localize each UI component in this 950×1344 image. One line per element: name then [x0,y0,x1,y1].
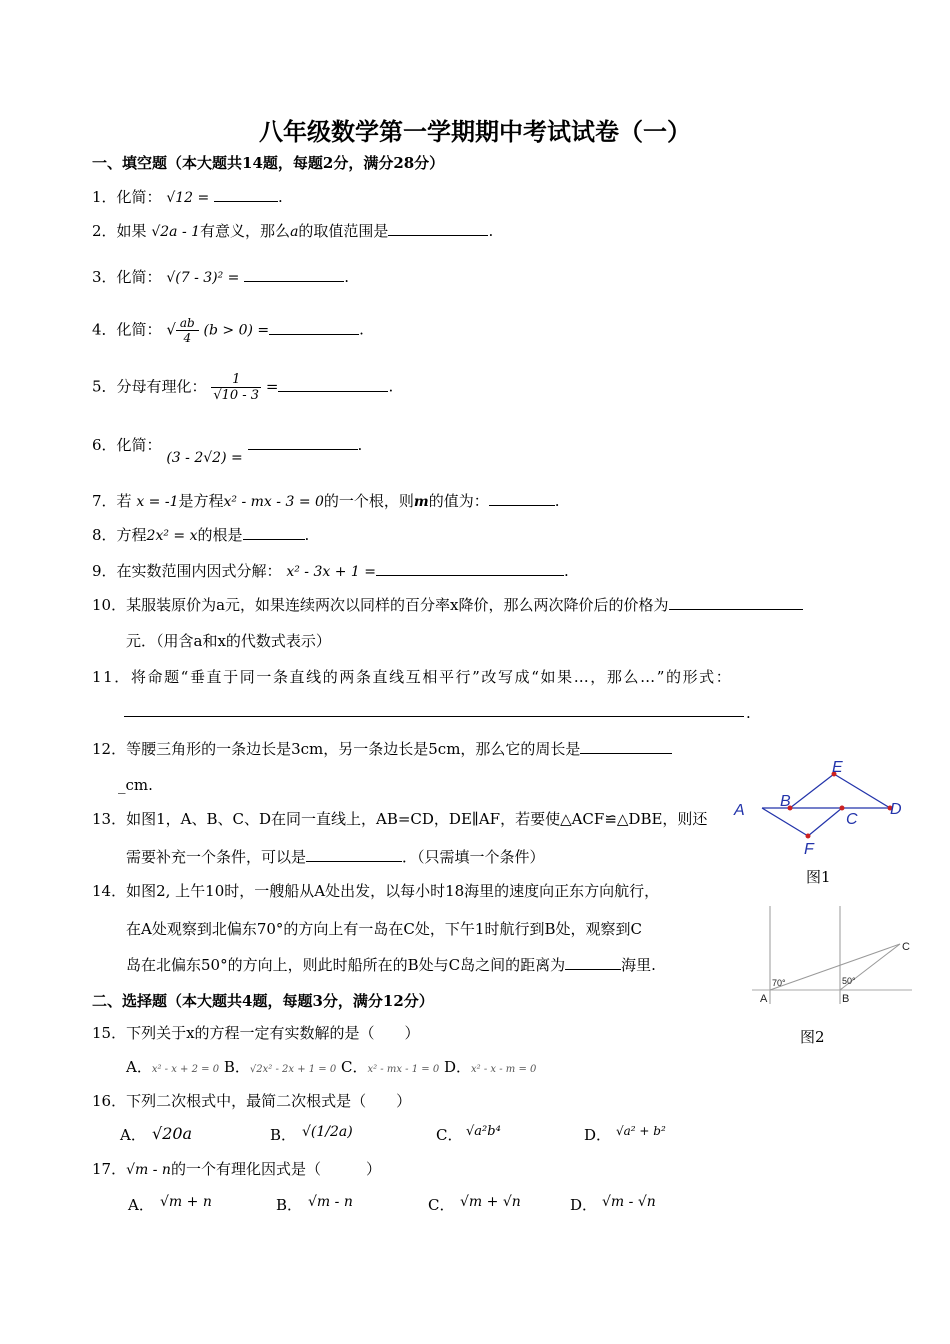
section-choice-heading: 二、选择题（本大题共4题，每题3分，满分12分） [92,992,434,1010]
q15-option-c-label[interactable]: C． [341,1058,368,1076]
q13-text-b: ．（只需填一个条件） [402,848,545,866]
q6-answer-blank[interactable] [248,435,358,450]
q11-period: . [746,704,751,722]
page-title: 八年级数学第一学期期中考试试卷（一） [259,117,691,146]
q16-option-b[interactable]: √(1/2a) [302,1124,353,1140]
fig2-angle-70: 70° [772,978,786,988]
q10-text: 10．某服装原价为a元，如果连续两次以同样的百分率x降价，那么两次降价后的价格为 [92,596,669,614]
q16-option-d-label[interactable]: D． [584,1126,612,1144]
q7-text-b: 是方程 [178,492,224,510]
q7-text-a: 7．若 [92,492,132,510]
q15-option-b[interactable]: √2x² - 2x + 1 = 0 [249,1064,337,1075]
q7-var: m [413,494,429,510]
q15-option-d[interactable]: x² - x - m = 0 [471,1064,537,1075]
fig2-label-a: A [760,993,768,1005]
q2-text-c: 的取值范围是 [298,222,389,240]
q1-math: √12 = [166,190,210,206]
q14-text-a: 岛在北偏东50°的方向上，则此时船所在的B处与C岛之间的距离为 [126,956,566,974]
question-6 [92,434,363,466]
q14-text-b: 海里. [621,956,656,974]
q15-option-a[interactable]: x² - x + 2 = 0 [151,1064,220,1075]
q5-fraction [211,372,261,403]
q16-option-a[interactable]: √20a [152,1124,193,1143]
q4-numerator: ab [176,316,199,331]
question-4: 4．化简： √ $\frac{ab}{4}$ (b > 0) = . [92,316,364,345]
q3-label: 3．化简： [92,268,162,286]
q13-text-a: 需要补充一个条件，可以是 [126,848,307,866]
q11-answer-line[interactable] [124,704,744,717]
question-10-line-1 [92,594,803,615]
q3-math: √(7 - 3)² = [166,270,240,286]
question-13-line-1: 13．如图1，A、B、C、D在同一直线上，AB=CD，DE∥AF，若要使△ACF≌△DBE，则还 [92,810,708,828]
q5-equals: = [265,377,279,396]
q1-label: 1．化简： [92,188,162,206]
question-11: 11．将命题“垂直于同一条直线的两条直线互相平行”改写成“如果…，那么…”的形式： [92,668,733,686]
figure-1-caption: 图1 [806,868,831,886]
q2-math: √2a - 1 [151,224,201,240]
q16-option-d[interactable]: √a² + b² [616,1124,666,1138]
q7-text-c: 的一个根，则 [323,492,414,510]
question-3 [92,266,349,287]
fig1-label-c: C [846,811,858,828]
section-fill-blank-heading: 一、填空题（本大题共14题，每题2分，满分28分） [92,154,445,172]
q1-answer-blank[interactable] [214,187,278,202]
question-14-line-2: 在A处观察到北偏东70°的方向上有一岛在C处，下午1时航行到B处，观察到C [126,920,642,938]
q17-option-c-label[interactable]: C． [428,1196,455,1214]
q17-option-d-label[interactable]: D． [570,1196,598,1214]
fig1-point-f [806,834,811,839]
q15-option-a-label[interactable]: A． [126,1058,152,1076]
question-16: 16．下列二次根式中，最简二次根式是（ ） [92,1092,412,1110]
question-2 [92,220,493,241]
q2-var: a [290,224,299,240]
q15-option-b-label[interactable]: B． [223,1058,250,1076]
q15-option-d-label[interactable]: D． [443,1058,472,1076]
question-7 [92,490,560,511]
q4-label: 4．化简： [92,320,162,339]
q16-option-c[interactable]: √a²b⁴ [466,1124,501,1139]
q13-answer-blank[interactable] [306,847,402,862]
q3-answer-blank[interactable] [244,267,344,282]
question-14-line-3 [126,954,656,975]
q5-answer-blank[interactable] [278,377,388,392]
q4-condition: (b > 0) = [203,322,270,339]
q7-math-1: x = -1 [136,494,179,510]
q7-period: . [554,492,560,510]
figure-2-caption: 图2 [800,1028,825,1046]
question-17 [92,1158,381,1179]
q17-math: √m - n [126,1162,171,1178]
q5-period: . [388,377,394,396]
q12-answer-blank[interactable] [580,739,672,754]
q1-period: . [278,188,283,206]
q14-answer-blank[interactable] [565,955,621,970]
fig1-label-a: A [734,802,745,819]
q9-answer-blank[interactable] [376,561,564,576]
q16-option-c-label[interactable]: C． [436,1126,463,1144]
q17-option-c[interactable]: √m + √n [460,1194,521,1210]
fig1-label-e: E [832,759,843,776]
q10-answer-blank[interactable] [669,595,803,610]
q17-option-a-label[interactable]: A． [128,1196,154,1214]
q12-text: 12．等腰三角形的一条边长是3cm，另一条边长是5cm，那么它的周长是 [92,740,581,758]
fig1-line-ed [834,774,890,808]
fig1-line-fc [808,808,842,836]
q4-fraction [176,316,199,345]
q4-answer-blank[interactable] [269,320,359,335]
q17-option-b-label[interactable]: B． [276,1196,303,1214]
q8-math: 2x² = x [146,528,198,544]
q9-period: . [564,562,569,580]
q17-option-d[interactable]: √m - √n [602,1194,656,1210]
q4-denominator: 4 [183,331,192,345]
q7-text-d: 的值为： [428,492,489,510]
q5-label: 5．分母有理化： [92,377,207,396]
q6-math: (3 - 2√2) = [166,450,243,466]
fig1-label-d: D [890,801,902,818]
fig1-point-c [840,806,845,811]
q5-numerator: 1 [211,372,261,388]
fig2-label-b: B [842,993,850,1005]
q15-option-c[interactable]: x² - mx - 1 = 0 [367,1064,440,1075]
q17-label: 17． [92,1160,127,1178]
q8-period: . [304,526,310,544]
q3-period: . [344,268,349,286]
fig2-line-ac [770,944,900,990]
question-9 [92,560,569,581]
q2-text-b: 有意义，那么 [200,222,291,240]
q8-answer-blank[interactable] [243,525,305,540]
q9-text-a: 9．在实数范围内因式分解： [92,562,282,580]
q8-text-a: 8．方程 [92,526,147,544]
q17-text: 的一个有理化因式是（ ） [170,1160,381,1178]
fig2-label-c: C [902,941,910,953]
question-14-line-1: 14．如图2, 上午10时，一艘船从A处出发，以每小时18海里的速度向正东方向航行， [92,882,660,900]
q4-period: . [359,320,364,339]
q16-option-a-label[interactable]: A． [120,1126,146,1144]
q16-option-b-label[interactable]: B． [270,1126,297,1144]
q5-denominator: √10 - 3 [213,388,260,403]
figure-2-diagram [752,906,916,1018]
q2-period: . [488,222,494,240]
question-15: 15．下列关于x的方程一定有实数解的是（ ） [92,1024,420,1042]
q2-answer-blank[interactable] [388,221,488,236]
figure-1-diagram [728,756,918,860]
fig1-line-af [762,808,808,836]
question-10-line-2: 元．（用含a和x的代数式表示） [126,632,331,650]
q6-label: 6．化简： [92,436,162,454]
fig1-label-b: B [780,793,791,810]
q17-option-b[interactable]: √m - n [308,1194,353,1210]
q8-text-b: 的根是 [197,526,243,544]
question-13-line-2 [126,846,545,867]
q6-period: . [357,436,363,454]
q7-answer-blank[interactable] [489,491,555,506]
fig1-line-be [790,774,834,808]
question-8 [92,524,309,545]
q15-options [126,1056,536,1077]
q7-math-2: x² - mx - 3 = 0 [223,494,324,510]
q17-option-a[interactable]: √m + n [160,1194,212,1210]
question-1 [92,186,283,207]
question-5 [92,372,393,403]
q9-math: x² - 3x + 1 = [286,564,376,580]
fig2-angle-50: 50° [842,976,856,986]
fig1-label-f: F [804,841,814,858]
question-12 [92,738,672,759]
q2-text-a: 2．如果 [92,222,147,240]
q12-unit: _cm. [118,776,153,794]
